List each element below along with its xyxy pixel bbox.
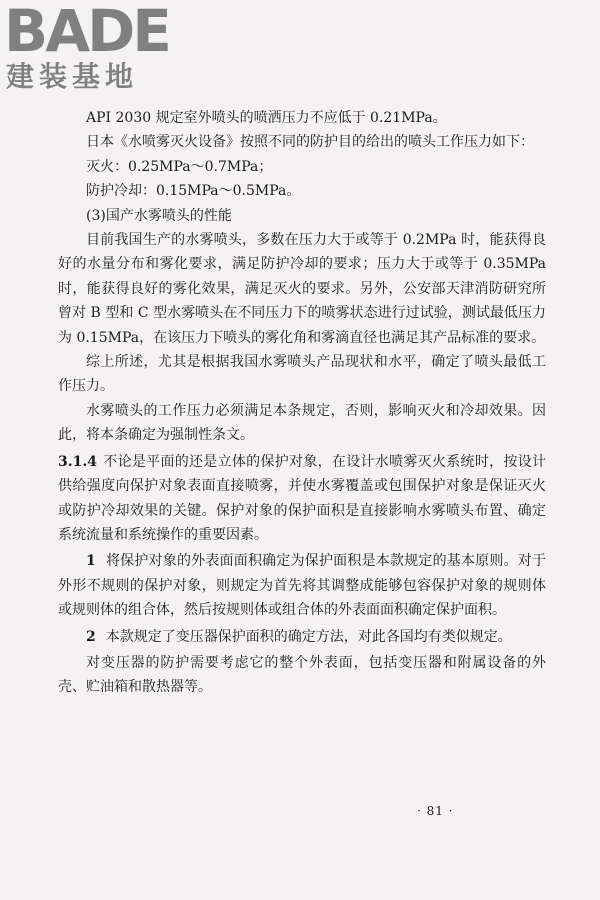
paragraph-transformer: 对变压器的防护需要考虑它的整个外表面，包括变压器和附属设备的外壳、贮油箱和散热器等。	[58, 654, 546, 696]
clause-number: 3.1.4	[58, 453, 97, 470]
subheading-domestic-nozzle: (3)国产水雾喷头的性能	[86, 207, 232, 224]
brand-logo	[4, 2, 179, 100]
paragraph-japan-standard: 日本《水喷雾灭火设备》按照不同的防护目的给出的喷头工作压力如下：	[86, 134, 534, 151]
item-2-number: 2	[86, 628, 96, 645]
logo-brand-text: BADE	[4, 0, 169, 65]
clause-3-1-4	[58, 450, 546, 548]
page-number: · 81 ·	[417, 804, 454, 818]
clause-text: 不论是平面的还是立体的保护对象，在设计水喷雾灭火系统时，按设计供给强度向保护对象表面直接喷雾，并使水雾覆盖或包围保护对象是保证灭火或防护冷却效果的关键。保护对象的保护面积是直接影响水雾喷头布置、确定系统流量和系统操作的重要因素。	[58, 453, 546, 543]
logo-subtitle: 建装基地	[6, 60, 139, 93]
item-2-text: 本款规定了变压器保护面积的确定方法，对此各国均有类似规定。	[105, 628, 512, 645]
item-1-number: 1	[86, 553, 96, 570]
paragraph-api-2030: API 2030 规定室外喷头的喷洒压力不应低于 0.21MPa。	[86, 110, 447, 126]
paragraph-cooling-pressure: 防护冷却：0.15MPa～0.5MPa。	[86, 183, 301, 200]
item-1-text: 将保护对象的外表面面积确定为保护面积是本款规定的基本原则。对于外形不规则的保护对象，则规定为首先将其调整成能够包容保护对象的规则体或规则体的组合体，然后按规则体或组合体的外表面面积确定保护面积。	[58, 553, 546, 619]
clause-item-1	[58, 549, 546, 622]
paragraph-domestic-nozzle: 目前我国生产的水雾喷头，多数在压力大于或等于 0.2MPa 时，能获得良好的水量分布和雾化要求，满足防护冷却的要求；压力大于或等于 0.35MPa 时，能获得良好的雾化效果，满足灭火的要求。另外，公安部天津消防研究所曾对 B 型和 C 型水雾喷头在不同压力下的喷雾状态进行过试验，测试最低压力为 0.15MPa，在该压力下喷头的雾化角和雾滴直径也满足其产品标准的要求。	[58, 232, 546, 346]
document-body	[58, 106, 546, 700]
clause-item-2	[58, 625, 546, 649]
paragraph-extinguish-pressure: 灭火：0.25MPa～0.7MPa；	[86, 158, 273, 175]
paragraph-summary: 综上所述，尤其是根据我国水雾喷头产品现状和水平，确定了喷头最低工作压力。	[58, 354, 546, 395]
paragraph-mandatory: 水雾喷头的工作压力必须满足本条规定，否则，影响灭火和冷却效果。因此，将本条确定为强制性条文。	[58, 402, 546, 444]
